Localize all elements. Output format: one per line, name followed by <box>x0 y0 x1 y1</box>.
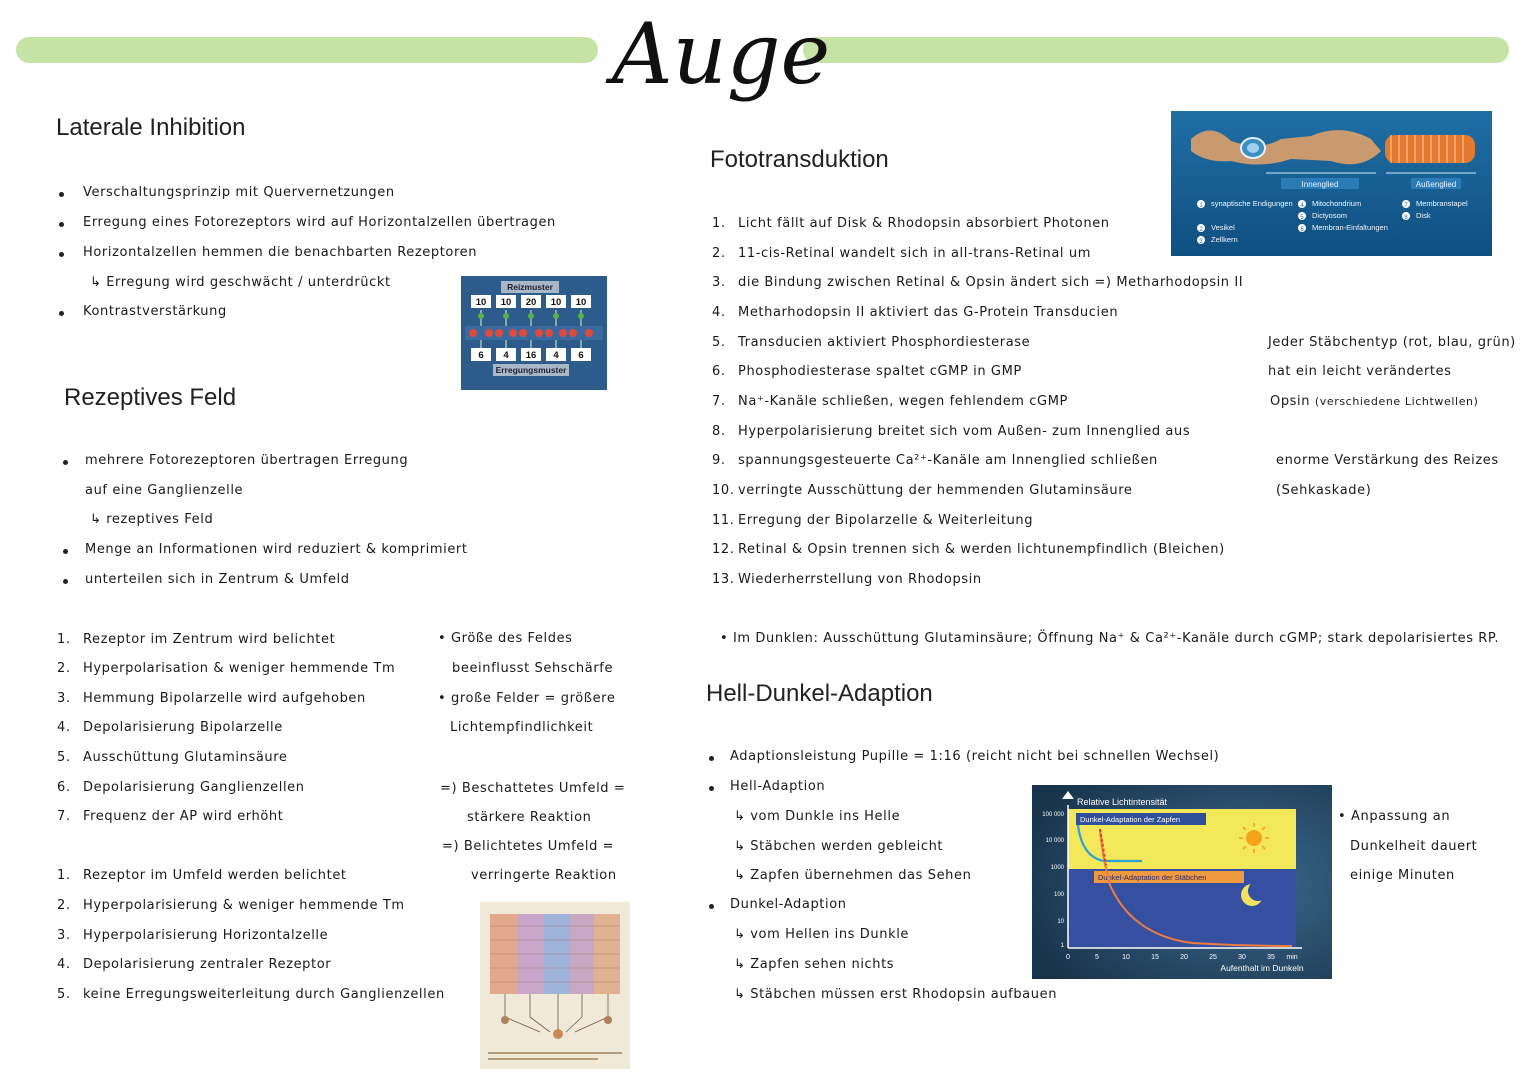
header-bar-right <box>803 37 1509 63</box>
zentrum-step-1: 1. Rezeptor im Zentrum wird belichtet <box>57 632 336 647</box>
bottom-value-3: 16 <box>525 350 537 361</box>
bullet <box>59 252 64 257</box>
y-tick-5: 10 <box>1057 919 1064 925</box>
legend-n4: 4 <box>1300 203 1304 209</box>
zentrum-step-7: 7. Frequenz der AP wird erhöht <box>57 809 284 824</box>
umfeld-step-2: 2. Hyperpolarisierung & weniger hemmende Tm <box>57 898 405 913</box>
x-tick-7: 30 <box>1238 954 1246 961</box>
foto-step-13: 13. Wiederherrstellung von Rhodopsin <box>712 572 982 587</box>
x-tick-6: 25 <box>1209 954 1217 961</box>
foto-step-2: 2. 11-cis-Retinal wandelt sich in all-trans-Retinal um <box>712 246 1091 261</box>
bullet <box>59 222 64 227</box>
legend-t8: Disk <box>1416 211 1431 220</box>
staebchen-curve-label: Dunkel-Adaptation der Stäbchen <box>1098 873 1207 882</box>
umfeld-note-4: verringerte Reaktion <box>471 868 617 883</box>
legend-t6: Membran-Einfaltungen <box>1312 223 1388 232</box>
heading-rezeptives-feld: Rezeptives Feld <box>64 384 237 411</box>
legend-n3: 3 <box>1199 239 1203 245</box>
x-tick-5: 20 <box>1180 954 1188 961</box>
bottom-value-2: 4 <box>503 350 509 361</box>
foto-step-6: 6. Phosphodiesterase spaltet cGMP in GMP <box>712 364 1022 379</box>
opsin-note-3: Opsin (verschiedene Lichtwellen) <box>1270 394 1479 409</box>
feld-note-3: • große Felder = größere <box>438 691 616 706</box>
feld-note-2: beeinflusst Sehschärfe <box>452 661 614 676</box>
x-tick-9: min <box>1286 954 1298 961</box>
lateral-bullet-5: Kontrastverstärkung <box>83 304 227 319</box>
zentrum-step-2: 2. Hyperpolarisation & weniger hemmende Tm <box>57 661 396 676</box>
adaption-line-8: ↳ Zapfen sehen nichts <box>734 957 895 972</box>
adaption-line-4: ↳ Stäbchen werden gebleicht <box>734 839 944 854</box>
bullet <box>709 756 714 761</box>
rezeptiv-bullet-1c: ↳ rezeptives Feld <box>90 512 214 527</box>
adaption-line-1: Adaptionsleistung Pupille = 1:16 (reicht nicht bei schnellen Wechsel) <box>730 749 1220 764</box>
foto-step-10: 10. verringte Ausschüttung der hemmenden Glutaminsäure <box>712 483 1133 498</box>
legend-n6: 6 <box>1300 227 1304 233</box>
erregungsmuster-label: Erregungsmuster <box>495 365 567 375</box>
legend-n7: 7 <box>1404 203 1408 209</box>
adaption-line-3: ↳ vom Dunkle ins Helle <box>734 809 901 824</box>
foto-step-3: 3. die Bindung zwischen Retinal & Opsin ändert sich =) Metharhodopsin II <box>712 275 1244 290</box>
foto-step-4: 4. Metharhodopsin II aktiviert das G-Protein Transducien <box>712 305 1119 320</box>
y-tick-3: 1000 <box>1050 865 1064 871</box>
heading-laterale-inhibition: Laterale Inhibition <box>56 114 246 141</box>
x-tick-3: 10 <box>1122 954 1130 961</box>
adaption-line-6: Dunkel-Adaption <box>730 897 847 912</box>
umfeld-note-1: =) Beschattetes Umfeld = <box>440 781 626 796</box>
legend-t2: Vesikel <box>1211 223 1235 232</box>
rezeptiv-bullet-1b: auf eine Ganglienzelle <box>85 483 244 498</box>
lateral-bullet-2: Erregung eines Fotorezeptors wird auf Horizontalzellen übertragen <box>83 215 556 230</box>
y-tick-2: 10 000 <box>1045 838 1064 844</box>
chart-title: Relative Lichtintensität <box>1077 797 1168 807</box>
page-title: Auge <box>612 5 831 103</box>
zentrum-step-6: 6. Depolarisierung Ganglienzellen <box>57 780 305 795</box>
lateral-bullet-3: Horizontalzellen hemmen die benachbarten Rezeptoren <box>83 245 478 260</box>
umfeld-step-4: 4. Depolarisierung zentraler Rezeptor <box>57 957 332 972</box>
legend-t3: Zellkern <box>1211 235 1238 244</box>
figure-lateral-inhibition <box>461 276 607 390</box>
top-value-2: 10 <box>500 297 512 308</box>
legend-n1: 1 <box>1199 203 1203 209</box>
x-tick-4: 15 <box>1151 954 1159 961</box>
legend-t1: synaptische Endigungen <box>1211 199 1293 208</box>
heading-fototransduktion: Fototransduktion <box>710 146 889 173</box>
figure-retina-structure <box>480 902 630 1069</box>
y-tick-1: 100 000 <box>1042 812 1064 818</box>
rezeptiv-bullet-1: mehrere Fotorezeptoren übertragen Erregung <box>85 453 409 468</box>
opsin-note-2: hat ein leicht verändertes <box>1268 364 1452 379</box>
foto-step-8: 8. Hyperpolarisierung breitet sich vom Außen- zum Innenglied aus <box>712 424 1191 439</box>
legend-t4: Mitochondrium <box>1312 199 1362 208</box>
foto-step-7: 7. Na⁺-Kanäle schließen, wegen fehlendem cGMP <box>712 394 1068 409</box>
bottom-value-4: 4 <box>553 350 559 361</box>
anpassung-note-3: einige Minuten <box>1350 868 1455 883</box>
top-value-4: 10 <box>550 297 562 308</box>
zapfen-curve-label: Dunkel-Adaptation der Zapfen <box>1080 815 1181 824</box>
verstaerkung-note-2: (Sehkaskade) <box>1276 483 1372 498</box>
bullet <box>59 311 64 316</box>
lateral-bullet-4: ↳ Erregung wird geschwächt / unterdrückt <box>90 275 391 290</box>
rezeptiv-bullet-2: Menge an Informationen wird reduziert & komprimiert <box>85 542 468 557</box>
heading-hell-dunkel-adaption: Hell-Dunkel-Adaption <box>706 680 933 707</box>
foto-step-1: 1. Licht fällt auf Disk & Rhodopsin absorbiert Photonen <box>712 216 1110 231</box>
legend-n2: 2 <box>1199 227 1203 233</box>
bullet <box>63 460 68 465</box>
legend-n8: 8 <box>1404 215 1408 221</box>
zentrum-step-3: 3. Hemmung Bipolarzelle wird aufgehoben <box>57 691 366 706</box>
umfeld-step-5: 5. keine Erregungsweiterleitung durch Ganglienzellen <box>57 987 445 1002</box>
foto-step-5: 5. Transducien aktiviert Phosphordiesterase <box>712 335 1031 350</box>
anpassung-note-1: • Anpassung an <box>1338 809 1451 824</box>
y-tick-4: 100 <box>1053 892 1064 898</box>
x-axis-label: Aufenthalt im Dunkeln <box>1220 963 1304 973</box>
top-value-1: 10 <box>475 297 487 308</box>
bullet <box>63 549 68 554</box>
x-tick-8: 35 <box>1267 954 1275 961</box>
legend-n5: 5 <box>1300 215 1304 221</box>
zentrum-step-4: 4. Depolarisierung Bipolarzelle <box>57 720 283 735</box>
anpassung-note-2: Dunkelheit dauert <box>1350 839 1478 854</box>
adaption-line-5: ↳ Zapfen übernehmen das Sehen <box>734 868 972 883</box>
innenglied-label: Innenglied <box>1301 180 1339 189</box>
foto-step-11: 11. Erregung der Bipolarzelle & Weiterleitung <box>712 513 1034 528</box>
umfeld-step-1: 1. Rezeptor im Umfeld werden belichtet <box>57 868 347 883</box>
top-value-5: 10 <box>575 297 587 308</box>
x-tick-2: 5 <box>1095 954 1099 961</box>
figure-dark-adaptation-chart <box>1032 785 1332 979</box>
zentrum-step-5: 5. Ausschüttung Glutaminsäure <box>57 750 288 765</box>
adaption-line-9: ↳ Stäbchen müssen erst Rhodopsin aufbauen <box>734 987 1058 1002</box>
adaption-line-7: ↳ vom Hellen ins Dunkle <box>734 927 910 942</box>
feld-note-4: Lichtempfindlichkeit <box>450 720 594 735</box>
bullet <box>63 579 68 584</box>
foto-step-12: 12. Retinal & Opsin trennen sich & werden lichtunempfindlich (Bleichen) <box>712 542 1225 557</box>
umfeld-note-2: stärkere Reaktion <box>467 810 592 825</box>
verstaerkung-note-1: enorme Verstärkung des Reizes <box>1276 453 1499 468</box>
dunkel-note: • Im Dunklen: Ausschüttung Glutaminsäure; Öffnung Na⁺ & Ca²⁺-Kanäle durch cGMP; stark depolarisiertes RP. <box>720 631 1500 646</box>
opsin-note-1: Jeder Stäbchentyp (rot, blau, grün) <box>1268 335 1516 350</box>
x-tick-1: 0 <box>1066 954 1070 961</box>
foto-step-9: 9. spannungsgesteuerte Ca²⁺-Kanäle am Innenglied schließen <box>712 453 1158 468</box>
umfeld-note-3: =) Belichtetes Umfeld = <box>442 839 615 854</box>
reizmuster-label: Reizmuster <box>507 282 553 292</box>
bullet <box>709 904 714 909</box>
adaption-line-2: Hell-Adaption <box>730 779 826 794</box>
y-tick-6: 1 <box>1060 943 1064 949</box>
feld-note-1: • Größe des Feldes <box>438 631 573 646</box>
legend-t7: Membranstapel <box>1416 199 1468 208</box>
top-value-3: 20 <box>525 297 537 308</box>
header-bar-left <box>16 37 598 63</box>
lateral-bullet-1: Verschaltungsprinzip mit Quervernetzungen <box>83 185 395 200</box>
bullet <box>59 192 64 197</box>
umfeld-step-3: 3. Hyperpolarisierung Horizontalzelle <box>57 928 329 943</box>
figure-photoreceptor-cell <box>1171 111 1492 256</box>
bottom-value-5: 6 <box>578 350 584 361</box>
aussenglied-label: Außenglied <box>1415 180 1457 189</box>
legend-t5: Dictyosom <box>1312 211 1348 220</box>
bottom-value-1: 6 <box>478 350 484 361</box>
bullet <box>709 786 714 791</box>
rezeptiv-bullet-3: unterteilen sich in Zentrum & Umfeld <box>85 572 350 587</box>
